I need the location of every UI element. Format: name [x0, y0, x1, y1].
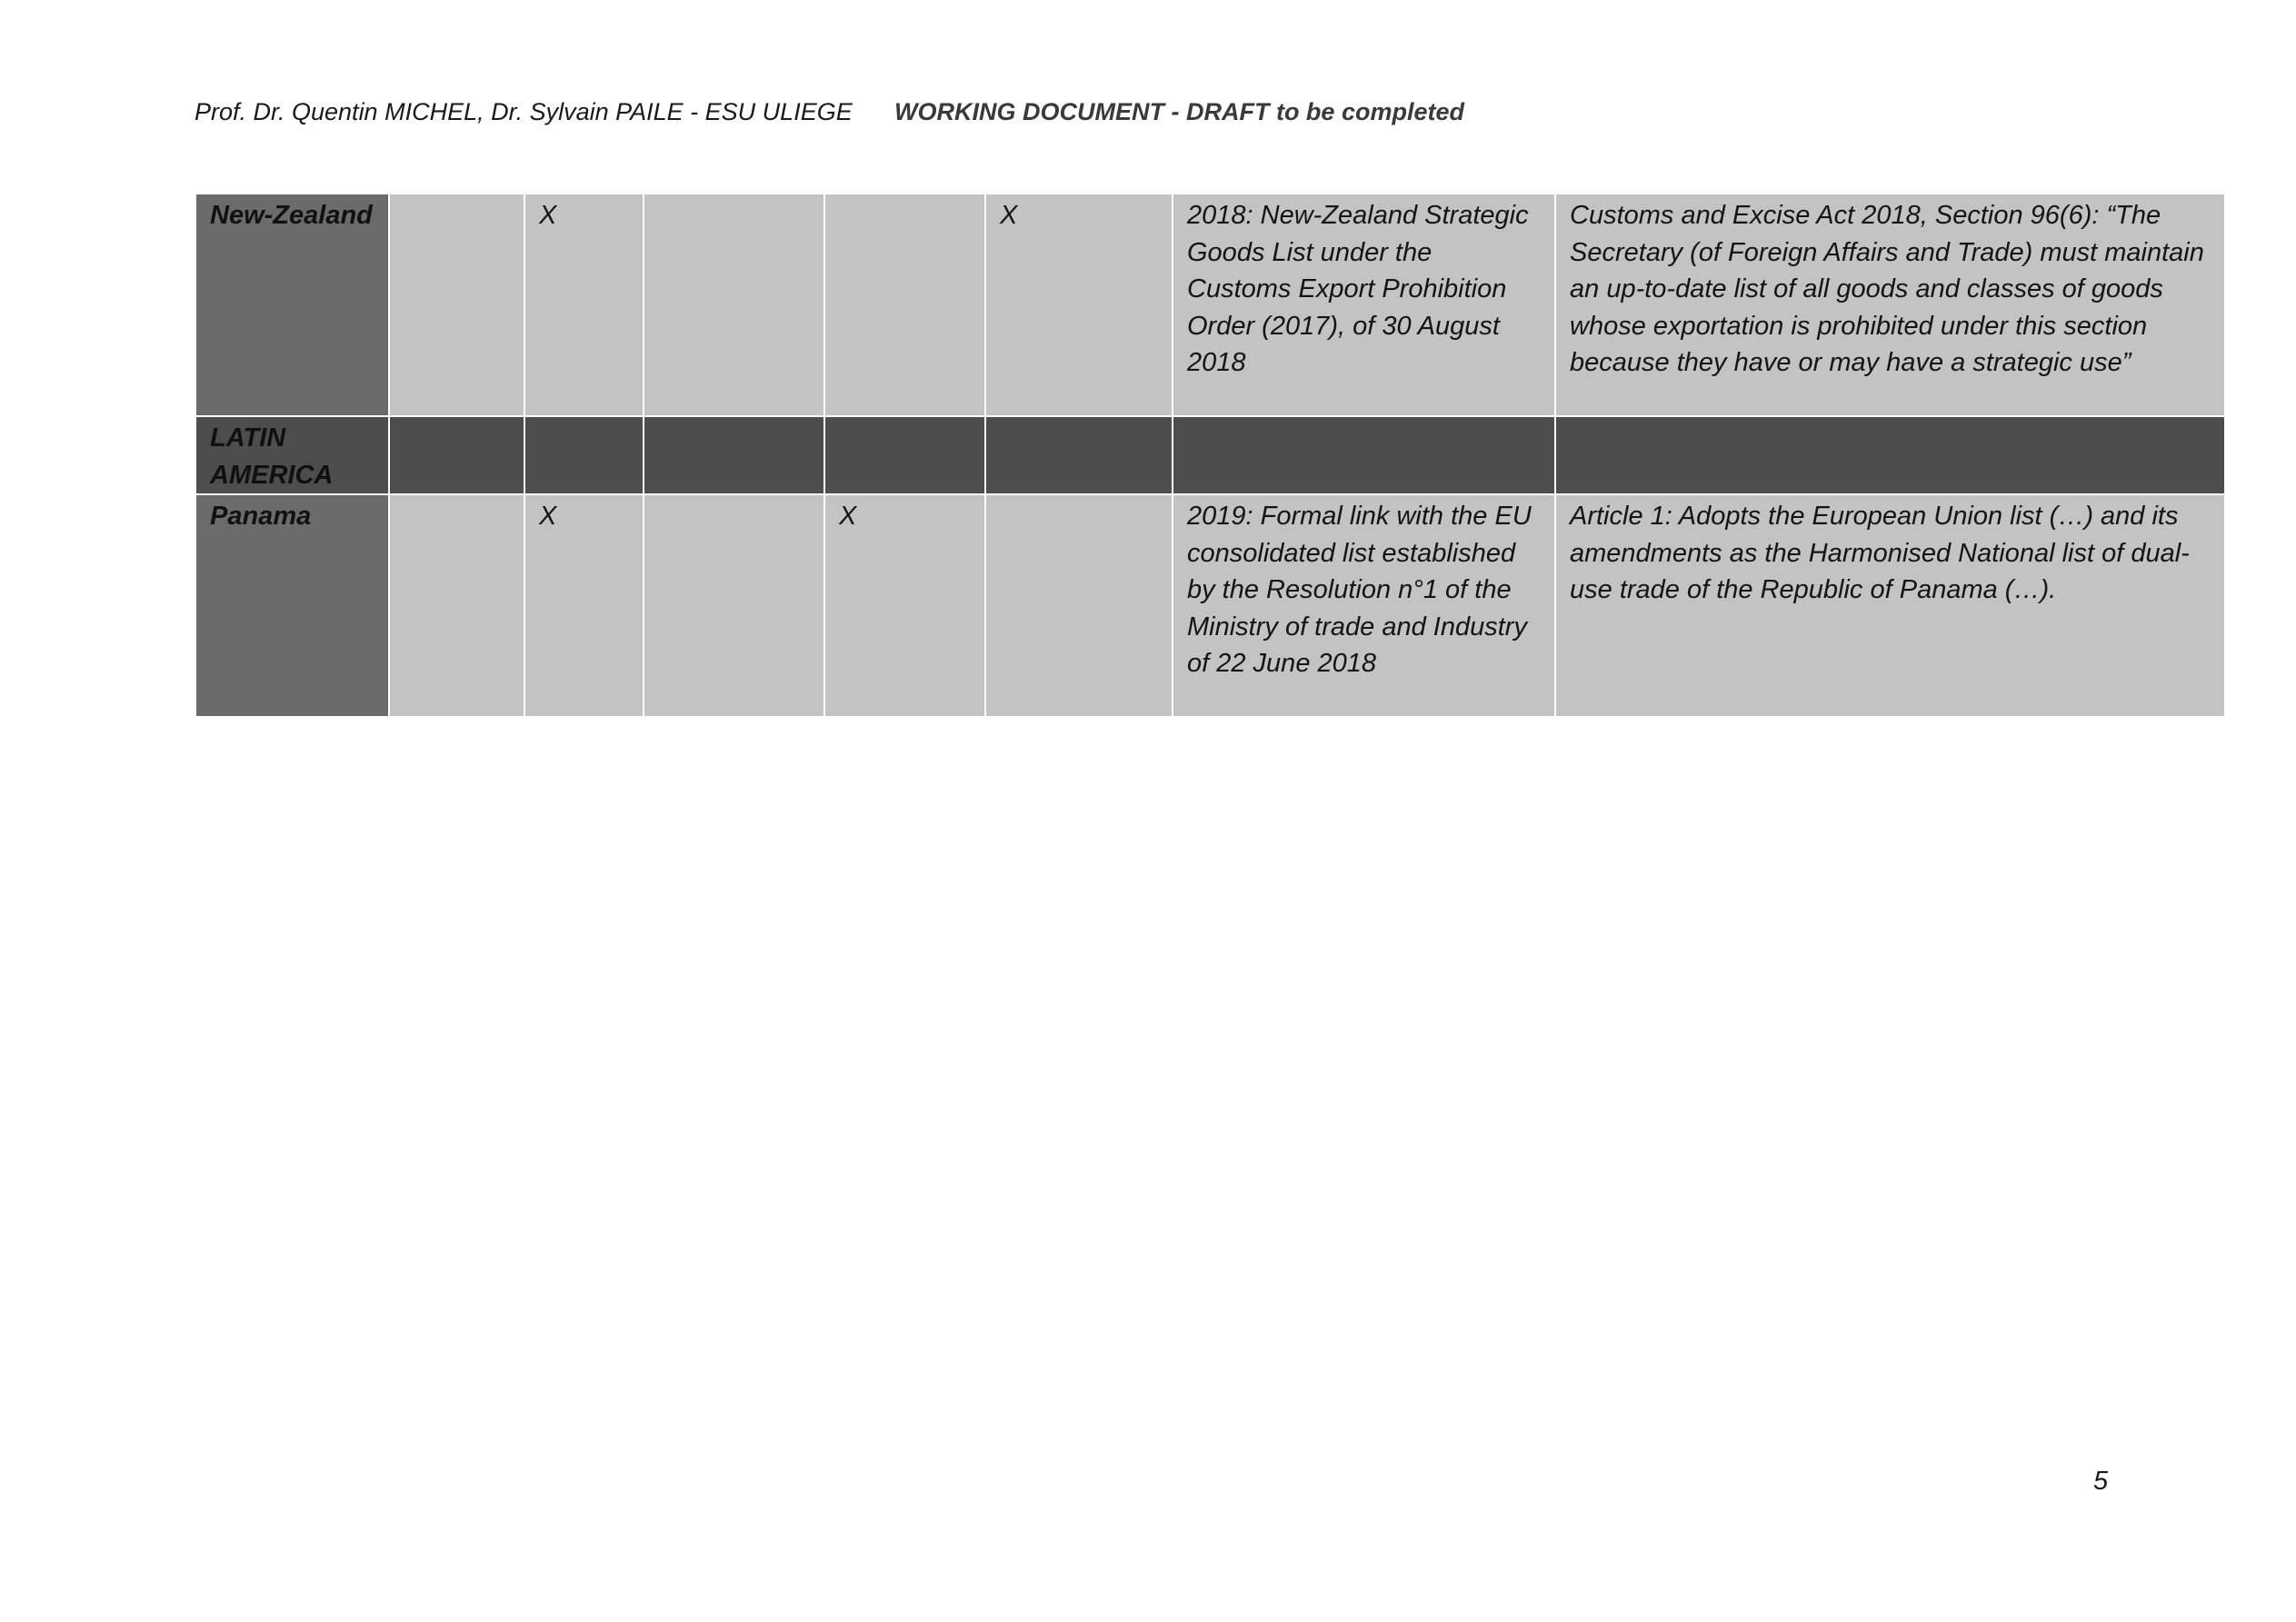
country-cell: New-Zealand [195, 194, 389, 416]
table-cell [389, 416, 524, 494]
table-cell [524, 416, 644, 494]
table-cell [644, 494, 824, 717]
table-cell [1555, 416, 2225, 494]
provision-cell: Article 1: Adopts the European Union list (…) and its amendments as the Harmonised National list of dual-use trade of the Republic of Panama (…). [1555, 494, 2225, 717]
header-draft-status: WORKING DOCUMENT - DRAFT to be completed [894, 98, 1464, 125]
table-cell: X [985, 194, 1173, 416]
table-cell [824, 416, 985, 494]
table-cell [389, 494, 524, 717]
legislation-cell: 2018: New-Zealand Strategic Goods List under the Customs Export Prohibition Order (2017), of 30 August 2018 [1173, 194, 1555, 416]
table-cell [644, 194, 824, 416]
legislation-cell: 2019: Formal link with the EU consolidated list established by the Resolution n°1 of the Ministry of trade and Industry of 22 June 2018 [1173, 494, 1555, 717]
table-cell: X [824, 494, 985, 717]
provision-cell: Customs and Excise Act 2018, Section 96(6): “The Secretary (of Foreign Affairs and Trade) must maintain an up-to-date list of all goods and classes of goods whose exportation is prohibited under this section because they have or may have a strategic use” [1555, 194, 2225, 416]
page-number: 5 [2093, 1467, 2109, 1496]
table-row [195, 194, 2225, 416]
table-cell [985, 416, 1173, 494]
region-label-cell: LATIN AMERICA [195, 416, 389, 494]
table-row [195, 494, 2225, 717]
header-authors: Prof. Dr. Quentin MICHEL, Dr. Sylvain PAILE - ESU ULIEGE [195, 98, 853, 125]
country-cell: Panama [195, 494, 389, 717]
table-cell [389, 194, 524, 416]
region-row [195, 416, 2225, 494]
table-cell [824, 194, 985, 416]
table-cell [985, 494, 1173, 717]
table-cell: X [524, 194, 644, 416]
table-cell [644, 416, 824, 494]
table-cell [1173, 416, 1555, 494]
table-cell: X [524, 494, 644, 717]
legislation-table [195, 193, 2226, 718]
